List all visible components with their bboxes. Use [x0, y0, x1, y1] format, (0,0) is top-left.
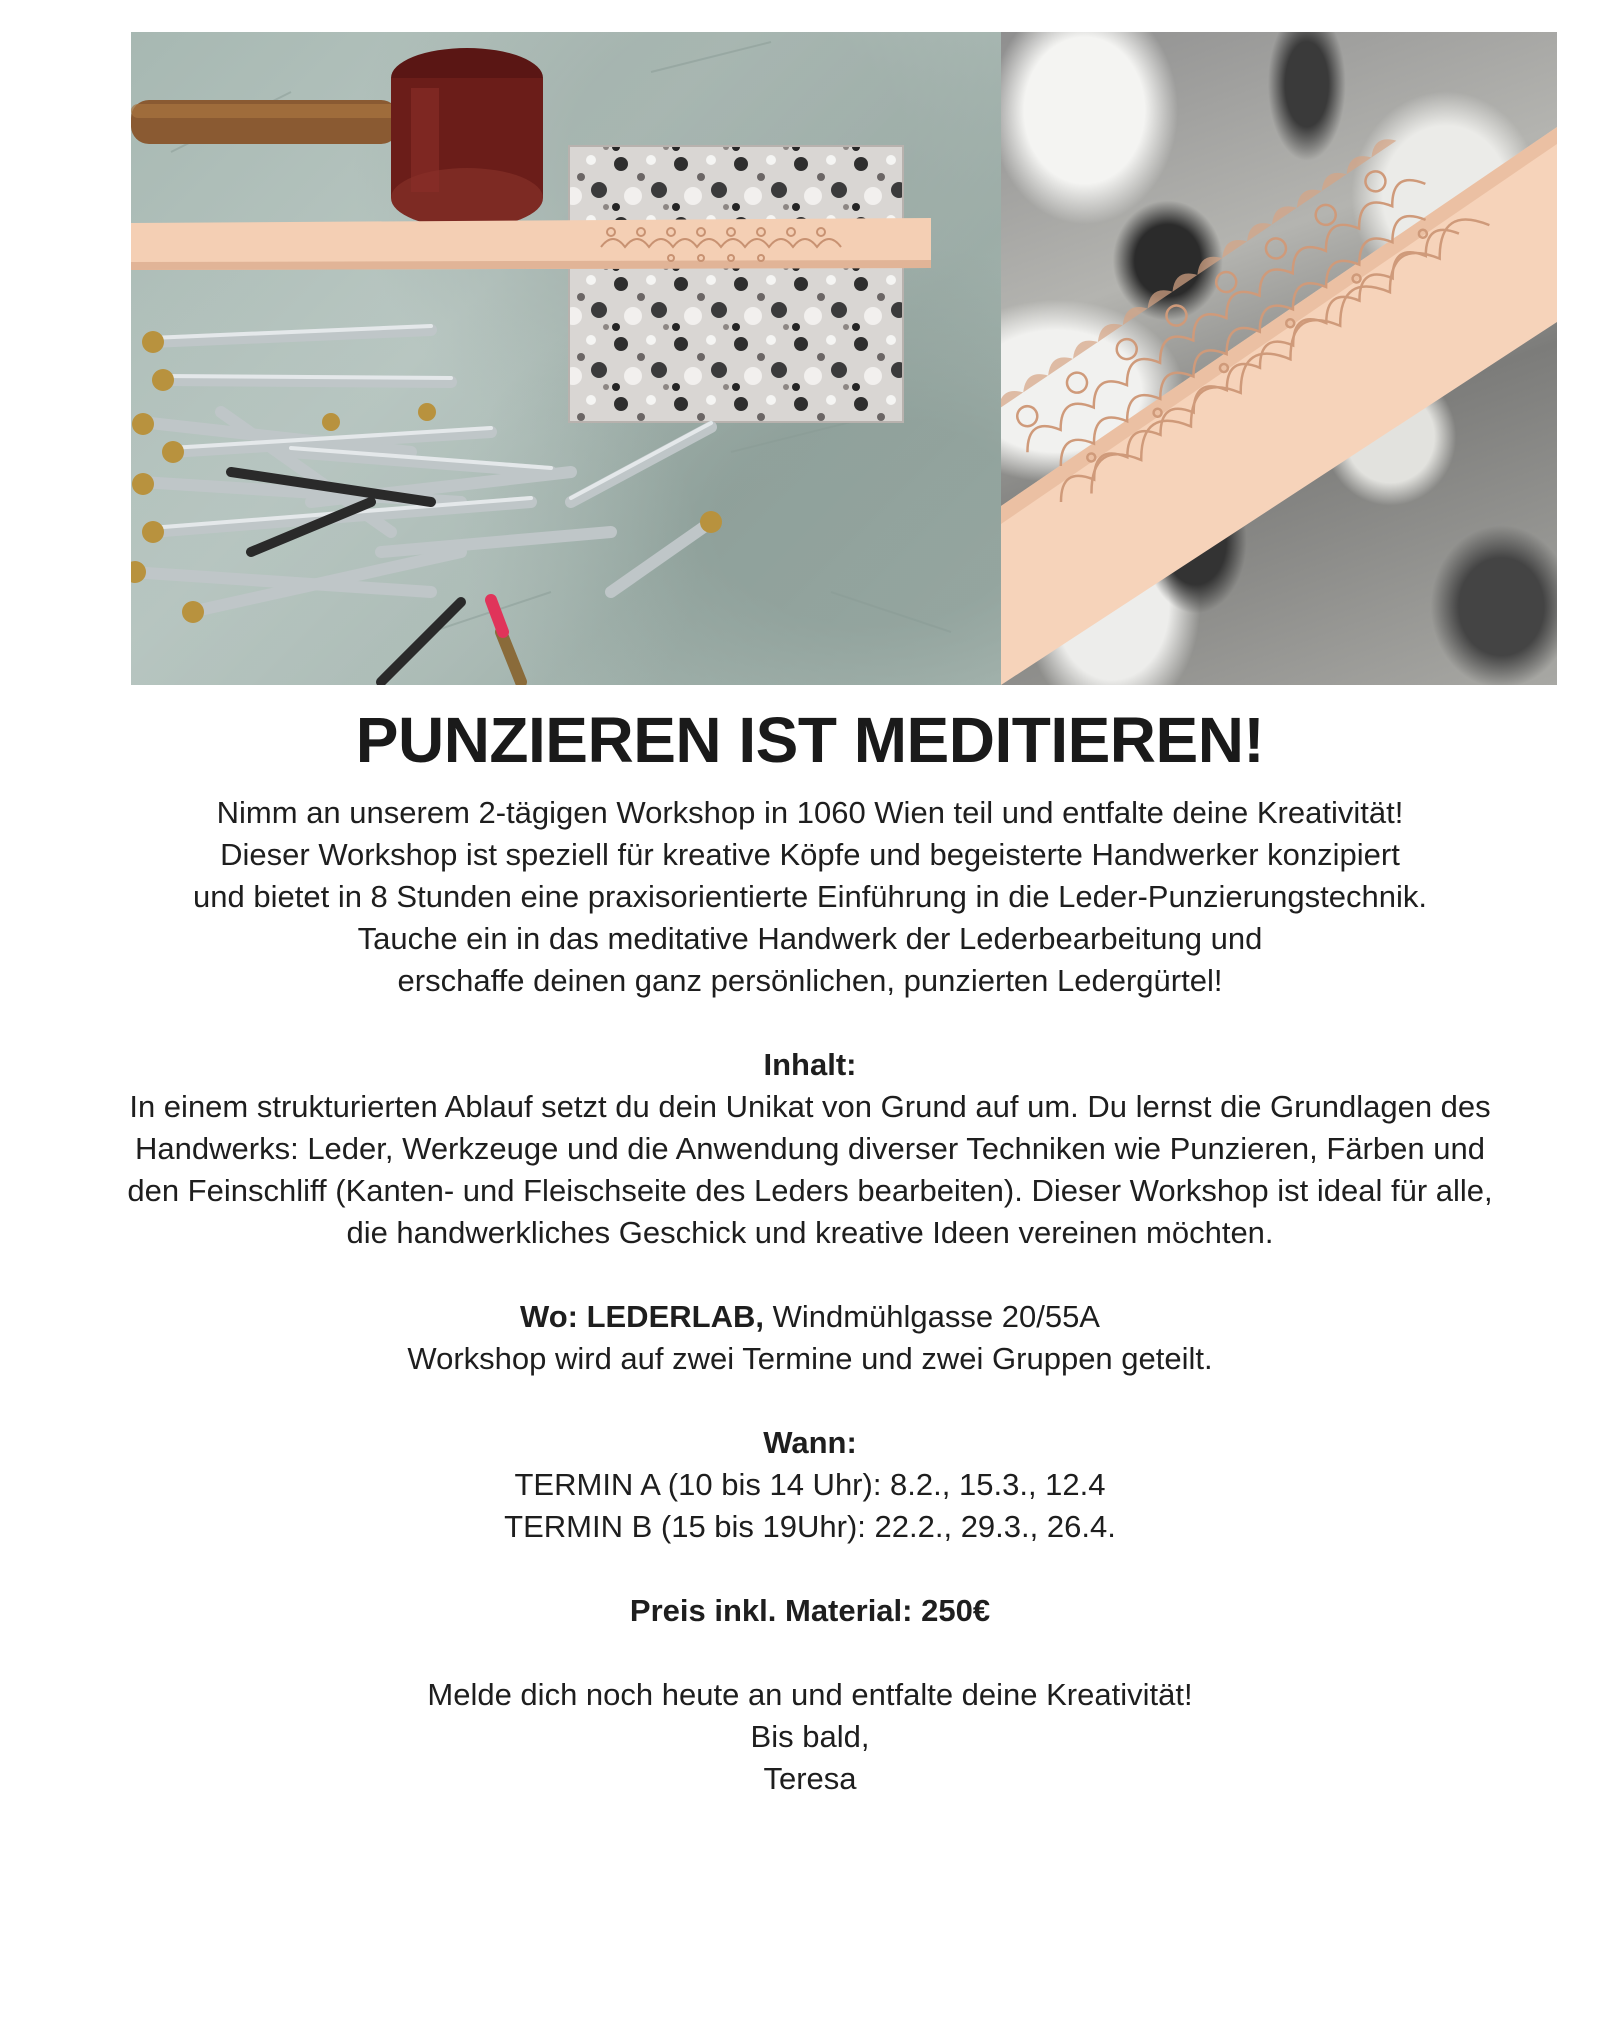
hero-photo-collage: [131, 32, 1557, 685]
inhalt-line: In einem strukturierten Ablauf setzt du dein Unikat von Grund auf um. Du lernst die Grundlagen des: [129, 1089, 1491, 1124]
spacer: [60, 1632, 1560, 1674]
spacer: [60, 1548, 1560, 1590]
photo-stamped-belt: [1001, 32, 1557, 685]
inhalt-heading: Inhalt:: [763, 1047, 857, 1082]
intro-line: Tauche ein in das meditative Handwerk der Lederbearbeitung und: [357, 921, 1263, 956]
intro-line: und bietet in 8 Stunden eine praxisorientierte Einführung in die Leder-Punzierungstechnik.: [193, 879, 1427, 914]
inhalt-line: die handwerkliches Geschick und kreative Ideen vereinen möchten.: [346, 1215, 1274, 1250]
closing-cta: Melde dich noch heute an und entfalte deine Kreativität!: [427, 1677, 1193, 1712]
intro-line: Dieser Workshop ist speziell für kreative Köpfe und begeisterte Handwerker konzipiert: [220, 837, 1400, 872]
termin-b: TERMIN B (15 bis 19Uhr): 22.2., 29.3., 26.4.: [504, 1509, 1116, 1544]
page-title: PUNZIEREN IST MEDITIEREN!: [355, 704, 1265, 776]
intro-line: erschaffe deinen ganz persönlichen, punzierten Ledergürtel!: [397, 963, 1223, 998]
stamped-leather-belt-icon: [1001, 32, 1557, 685]
workshop-description: [60, 700, 1560, 1800]
inhalt-line: Handwerks: Leder, Werkzeuge und die Anwendung diverser Techniken wie Punzieren, Färben und: [135, 1131, 1485, 1166]
location-line: [60, 1296, 1560, 1338]
intro-paragraph: [60, 792, 1560, 1800]
photo-stamping-tools: [131, 32, 1001, 685]
location-address: Windmühlgasse 20/55A: [763, 1299, 1100, 1334]
intro-line: Nimm an unserem 2-tägigen Workshop in 1060 Wien teil und entfalte deine Kreativität!: [216, 795, 1404, 830]
spacer: [60, 1002, 1560, 1044]
termin-a: TERMIN A (10 bis 14 Uhr): 8.2., 15.3., 12.4: [514, 1467, 1106, 1502]
closing-greeting: Bis bald,: [750, 1719, 870, 1754]
spacer: [60, 1380, 1560, 1422]
location-label: Wo: LEDERLAB,: [520, 1299, 764, 1334]
location-note: Workshop wird auf zwei Termine und zwei Gruppen geteilt.: [407, 1341, 1213, 1376]
price-line: Preis inkl. Material: 250€: [629, 1593, 991, 1628]
spacer: [60, 1254, 1560, 1296]
leather-stamping-tools-icon: [131, 32, 1001, 685]
wann-heading: Wann:: [763, 1425, 857, 1460]
signature: Teresa: [763, 1761, 857, 1796]
inhalt-line: den Feinschliff (Kanten- und Fleischseite des Leders bearbeiten). Dieser Workshop ist ideal für alle,: [127, 1173, 1493, 1208]
